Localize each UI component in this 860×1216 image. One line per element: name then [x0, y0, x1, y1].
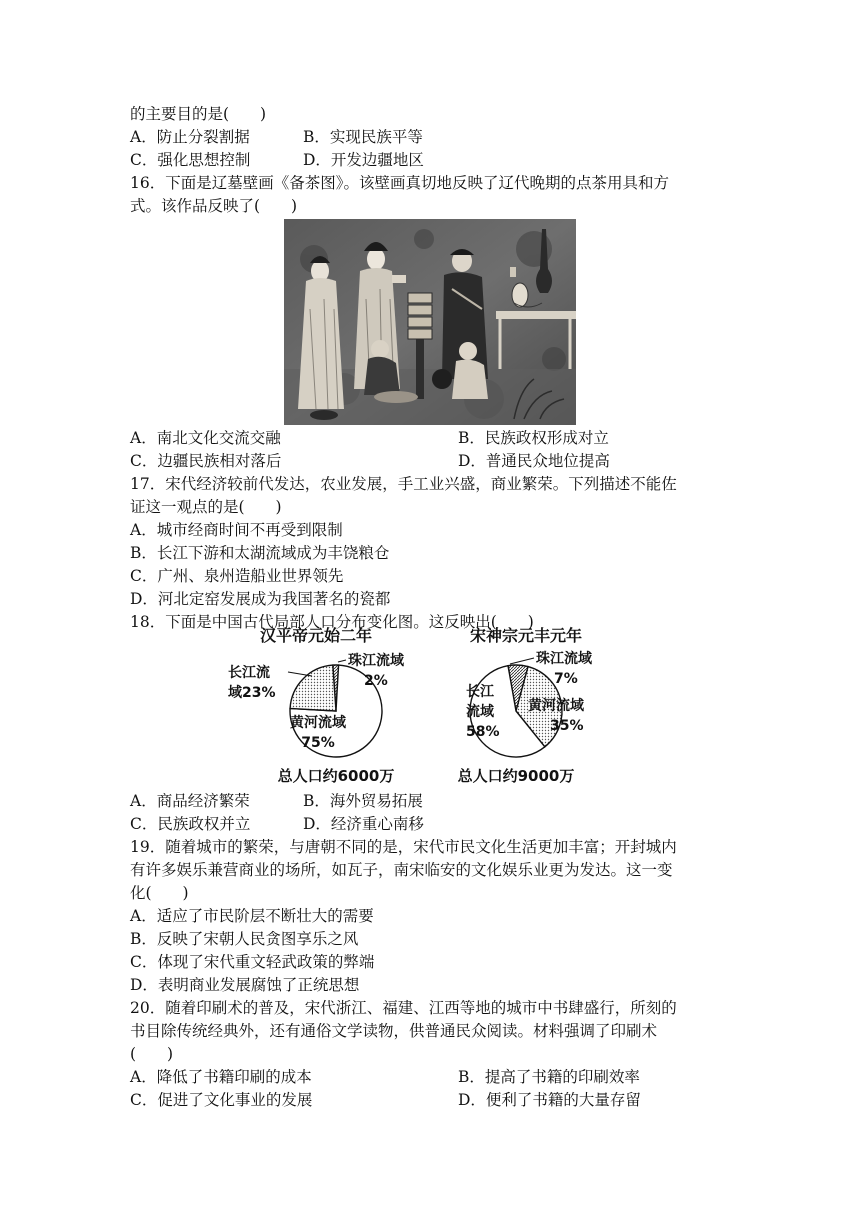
- pie1-label-huanghe-line2: 75%: [301, 735, 335, 751]
- tea-preparation-mural: [284, 219, 576, 425]
- q20-stem-line1: 20．随着印刷术的普及，宋代浙江、福建、江西等地的城市中书肆盛行，所刻的: [130, 999, 677, 1017]
- q19-option-b[interactable]: B．反映了宋朝人民贪图享乐之风: [130, 930, 359, 948]
- pie1-label-zhujiang-line2: 2%: [364, 673, 388, 689]
- q18-option-a[interactable]: A．商品经济繁荣: [130, 792, 250, 810]
- q17-stem-line2: 证这一观点的是( ): [130, 498, 282, 516]
- q16-option-c[interactable]: C．边疆民族相对落后: [130, 452, 282, 470]
- q15-options-row1: [130, 126, 740, 148]
- q18-option-b[interactable]: B．海外贸易拓展: [303, 792, 423, 810]
- q18-option-d[interactable]: D．经济重心南移: [303, 815, 424, 833]
- q20-option-d[interactable]: D．便利了书籍的大量存留: [458, 1091, 641, 1109]
- q15-stem-tail: 的主要目的是( ): [130, 105, 267, 123]
- q15-option-d[interactable]: D．开发边疆地区: [303, 151, 424, 169]
- q19-stem-line1: 19．随着城市的繁荣，与唐朝不同的是，宋代市民文化生活更加丰富；开封城内: [130, 838, 677, 856]
- q16-options-row1: [130, 427, 740, 449]
- q15-option-c[interactable]: C．强化思想控制: [130, 151, 251, 169]
- pie1-slice-changjiang: [290, 665, 336, 711]
- q19-stem-line2: 有许多娱乐兼营商业的场所，如瓦子，南宋临安的文化娱乐业更为发达。这一变: [130, 861, 673, 879]
- pie2-label-changjiang-line3: 58%: [466, 724, 500, 740]
- pie1-label-huanghe-line1: 黄河流域: [290, 715, 346, 731]
- pie2-label-huanghe-line1: 黄河流域: [528, 698, 584, 714]
- pie2-title: 宋神宗元丰元年: [469, 626, 583, 645]
- q19-stem-line3: 化( ): [130, 884, 189, 902]
- pie2-label-zhujiang-line2: 7%: [554, 671, 578, 687]
- q20-option-c[interactable]: C．促进了文化事业的发展: [130, 1091, 313, 1109]
- pie1-label-zhujiang-line1: 珠江流域: [348, 653, 404, 669]
- pie1-title: 汉平帝元始二年: [259, 626, 373, 645]
- q20-stem-line2: 书目除传统经典外，还有通俗文学读物，供普通民众阅读。材料强调了印刷术: [130, 1022, 658, 1040]
- q20-option-b[interactable]: B．提高了书籍的印刷效率: [458, 1068, 640, 1086]
- q18-options-row2: [130, 813, 740, 835]
- pie1-leader-zhujiang: [338, 660, 346, 662]
- q20-stem-line3: ( ): [130, 1045, 174, 1063]
- q16-option-d[interactable]: D．普通民众地位提高: [458, 452, 610, 470]
- q19-option-d[interactable]: D．表明商业发展腐蚀了正统思想: [130, 976, 360, 994]
- q17-option-a[interactable]: A．城市经商时间不再受到限制: [130, 521, 343, 539]
- pie2-leader-zhujiang: [510, 658, 534, 664]
- pie1-caption: 总人口约6000万: [277, 767, 395, 785]
- q16-stem-line1: 16．下面是辽墓壁画《备茶图》。该壁画真切地反映了辽代晚期的点茶用具和方: [130, 174, 669, 192]
- pie2-caption: 总人口约9000万: [457, 767, 575, 785]
- pie2-label-huanghe-line2: 35%: [550, 718, 584, 734]
- q16-option-a[interactable]: A．南北文化交流交融: [130, 429, 281, 447]
- q17-option-c[interactable]: C．广州、泉州造船业世界领先: [130, 567, 344, 585]
- q19-option-c[interactable]: C．体现了宋代重文轻武政策的弊端: [130, 953, 375, 971]
- q20-options-row2: [130, 1089, 740, 1111]
- q16-options-row2: [130, 450, 740, 472]
- q18-options-row1: [130, 790, 740, 812]
- q18-option-c[interactable]: C．民族政权并立: [130, 815, 251, 833]
- pie-chart-song: [458, 626, 593, 785]
- q15-options-row2: [130, 149, 740, 171]
- q15-option-b[interactable]: B．实现民族平等: [303, 128, 423, 146]
- pie2-label-changjiang-line1: 长江: [466, 684, 494, 700]
- pie-chart-han: [228, 626, 405, 785]
- q17-option-d[interactable]: D．河北定窑发展成为我国著名的瓷都: [130, 590, 391, 608]
- q17-stem-line1: 17．宋代经济较前代发达，农业发展，手工业兴盛，商业繁荣。下列描述不能佐: [130, 475, 677, 493]
- q16-stem-line2: 式。该作品反映了( ): [130, 197, 298, 215]
- q20-options-row1: [130, 1066, 740, 1088]
- q17-option-b[interactable]: B．长江下游和太湖流域成为丰饶粮仓: [130, 544, 390, 562]
- pie2-label-zhujiang-line1: 珠江流域: [536, 651, 592, 667]
- population-pie-charts: [220, 624, 640, 790]
- pie1-label-changjiang-line1: 长江流: [228, 665, 270, 681]
- pie2-label-changjiang-line2: 流域: [466, 704, 494, 720]
- q16-option-b[interactable]: B．民族政权形成对立: [458, 429, 609, 447]
- q19-option-a[interactable]: A．适应了市民阶层不断壮大的需要: [130, 907, 374, 925]
- q15-option-a[interactable]: A．防止分裂割据: [130, 128, 250, 146]
- pie1-label-changjiang-line2: 域23%: [228, 685, 276, 701]
- q20-option-a[interactable]: A．降低了书籍印刷的成本: [130, 1068, 312, 1086]
- q18-stem: 18．下面是中国古代局部人口分布变化图。这反映出( ): [130, 613, 534, 631]
